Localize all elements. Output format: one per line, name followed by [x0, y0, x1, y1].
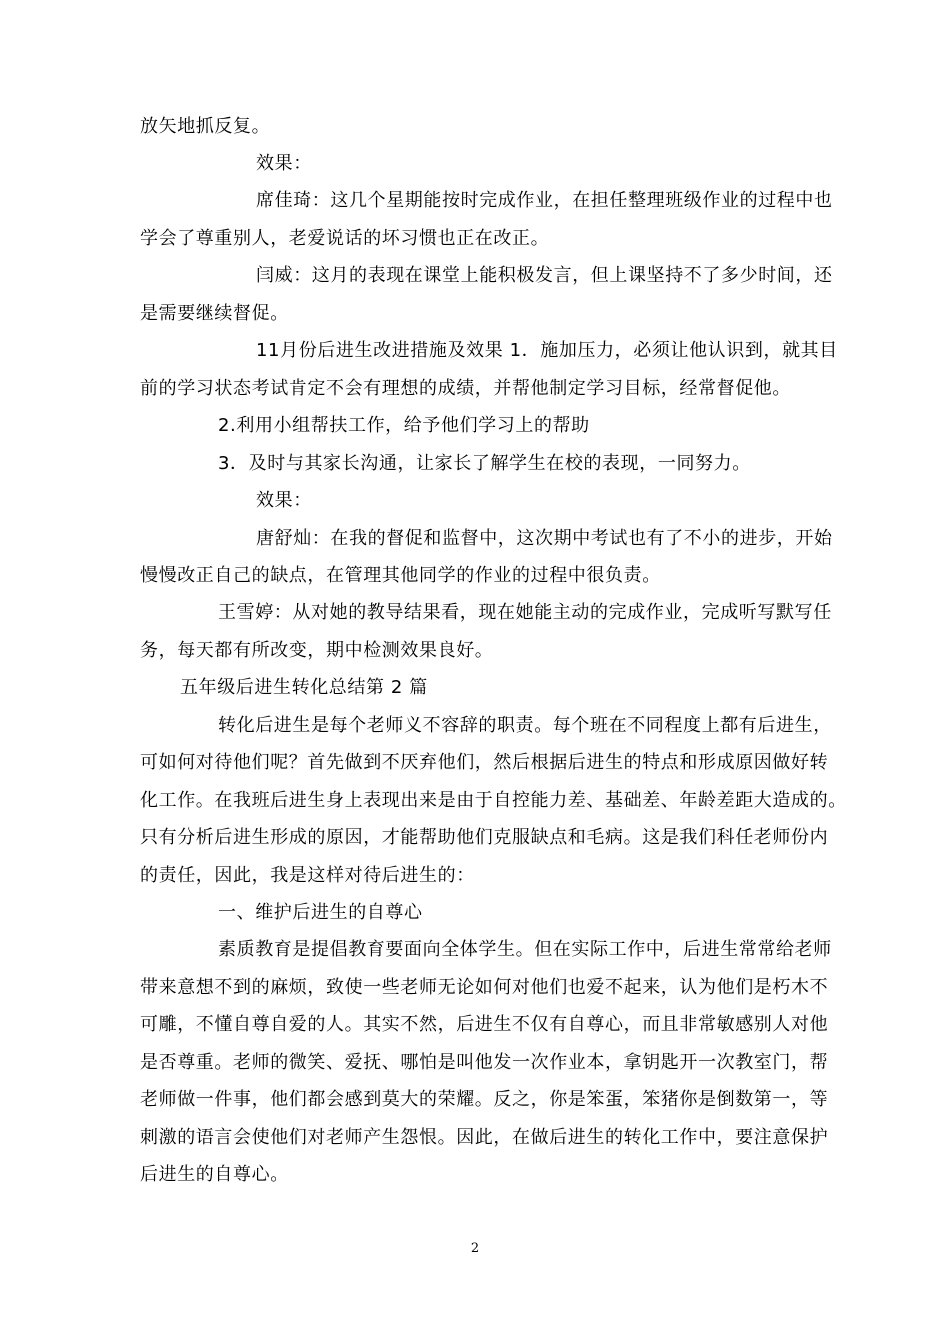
paragraph-line: 带来意想不到的麻烦，致使一些老师无论如何对他们也爱不起来，认为他们是朽木不: [140, 977, 829, 998]
paragraph-line: 慢慢改正自己的缺点，在管理其他同学的作业的过程中很负责。: [140, 565, 661, 586]
paragraph-line: 效果：: [256, 490, 312, 511]
paragraph-line: 2.利用小组帮扶工作，给予他们学习上的帮助: [218, 415, 590, 436]
paragraph-line: 王雪婷：从对她的教导结果看，现在她能主动的完成作业，完成听写默写任: [218, 602, 832, 623]
paragraph-line: 可如何对待他们呢？首先做到不厌弃他们，然后根据后进生的特点和形成原因做好转: [140, 752, 829, 773]
paragraph-line: 是需要继续督促。: [140, 303, 289, 324]
subsection-heading: 一、维护后进生的自尊心: [218, 902, 423, 923]
paragraph-line: 11月份后进生改进措施及效果 1．施加压力，必须让他认识到，就其目: [256, 340, 838, 361]
page-number: 2: [470, 1241, 480, 1256]
paragraph-line: 可雕，不懂自尊自爱的人。其实不然，后进生不仅有自尊心，而且非常敏感别人对他: [140, 1014, 829, 1035]
paragraph-line: 化工作。在我班后进生身上表现出来是由于自控能力差、基础差、年龄差距大造成的。: [140, 790, 847, 811]
paragraph-line: 学会了尊重别人，老爱说话的坏习惯也正在改正。: [140, 228, 550, 249]
paragraph-line: 前的学习状态考试肯定不会有理想的成绩，并帮他制定学习目标，经常督促他。: [140, 378, 791, 399]
paragraph-line: 转化后进生是每个老师义不容辞的职责。每个班在不同程度上都有后进生，: [218, 715, 832, 736]
section-heading: 五年级后进生转化总结第 2 篇: [180, 677, 428, 698]
paragraph-line: 刺激的语言会使他们对老师产生怨恨。因此，在做后进生的转化工作中，要注意保护: [140, 1127, 829, 1148]
paragraph-line: 素质教育是提倡教育要面向全体学生。但在实际工作中，后进生常常给老师: [218, 939, 832, 960]
paragraph-line: 后进生的自尊心。: [140, 1164, 289, 1185]
paragraph-line: 3．及时与其家长沟通，让家长了解学生在校的表现，一同努力。: [218, 453, 751, 474]
paragraph-line: 务，每天都有所改变，期中检测效果良好。: [140, 640, 494, 661]
paragraph-line: 只有分析后进生形成的原因，才能帮助他们克服缺点和毛病。这是我们科任老师份内: [140, 827, 829, 848]
paragraph-line: 效果：: [256, 153, 312, 174]
paragraph-line: 放矢地抓反复。: [140, 116, 271, 137]
paragraph-line: 老师做一件事，他们都会感到莫大的荣耀。反之，你是笨蛋，笨猪你是倒数第一，等: [140, 1089, 829, 1110]
paragraph-line: 的责任，因此，我是这样对待后进生的：: [140, 865, 475, 886]
paragraph-line: 闫威：这月的表现在课堂上能积极发言，但上课坚持不了多少时间，还: [256, 265, 833, 286]
paragraph-line: 席佳琦：这几个星期能按时完成作业，在担任整理班级作业的过程中也: [256, 190, 833, 211]
paragraph-line: 是否尊重。老师的微笑、爱抚、哪怕是叫他发一次作业本，拿钥匙开一次教室门，帮: [140, 1052, 829, 1073]
paragraph-line: 唐舒灿：在我的督促和监督中，这次期中考试也有了不小的进步，开始: [256, 528, 833, 549]
